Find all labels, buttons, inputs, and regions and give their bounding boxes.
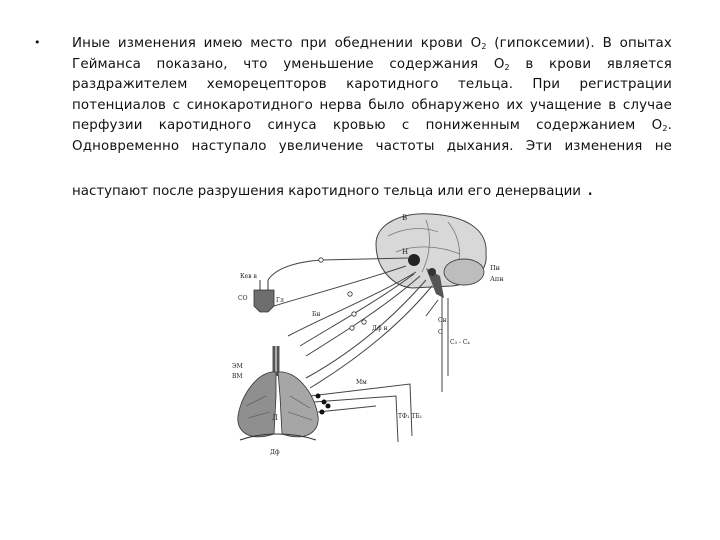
label-carotid-top: Кев в — [240, 273, 257, 280]
label-c-range: С₃ - С₄ — [450, 339, 470, 346]
text-line-6: Одновременно наступало увеличение частоты дыхания. Эти изменения не — [72, 138, 672, 154]
respiratory-regulation-diagram — [226, 206, 518, 456]
label-mm: Мм — [356, 379, 367, 386]
label-c: С — [438, 329, 443, 336]
label-carotid-right: Гл — [276, 297, 284, 304]
label-cn: Сн — [438, 317, 447, 324]
label-df: Дф н — [372, 325, 388, 332]
text-line-2: Гейманса показано, что уменьшение содержания $O_2$ в крови является — [72, 56, 672, 72]
bullet-marker: • — [34, 36, 41, 49]
label-lung-l: Л — [272, 414, 278, 422]
text-line-3: раздражителем хеморецепторов каротидного тельца. При регистрации — [72, 77, 672, 93]
lungs-illustration — [238, 346, 318, 440]
label-th: ТФ₁ ТБ₁ — [398, 413, 423, 420]
label-df-bottom: Дф — [270, 449, 280, 456]
label-carotid-co2: CO — [238, 295, 248, 302]
body-paragraph — [72, 34, 672, 158]
text-line-7: наступают после разрушения каротидного тельца или его денервации . — [72, 176, 594, 200]
text-line-5: перфузии каротидного синуса кровью с пониженным содержанием $O_2$. — [72, 118, 672, 134]
label-nerve-mid: Бн — [312, 311, 321, 318]
label-lung-em: ЭМ — [232, 363, 243, 370]
label-lung-bm: ВМ — [232, 373, 243, 380]
label-medulla: Апн — [490, 275, 504, 283]
text-line-4: потенциалов с синокаротидного нерва было обнаружено их учащение в случае — [72, 97, 672, 113]
label-brain-left: Н — [402, 248, 409, 256]
carotid-body-illustration — [254, 280, 274, 312]
label-pons: Пн — [490, 264, 501, 272]
label-brain-top: В — [402, 214, 408, 222]
text-line-1: Иные изменения имею место при обеднении крови $O_2$ (гипоксемии). В опытах — [72, 36, 672, 51]
nerve-nodes — [319, 258, 366, 330]
